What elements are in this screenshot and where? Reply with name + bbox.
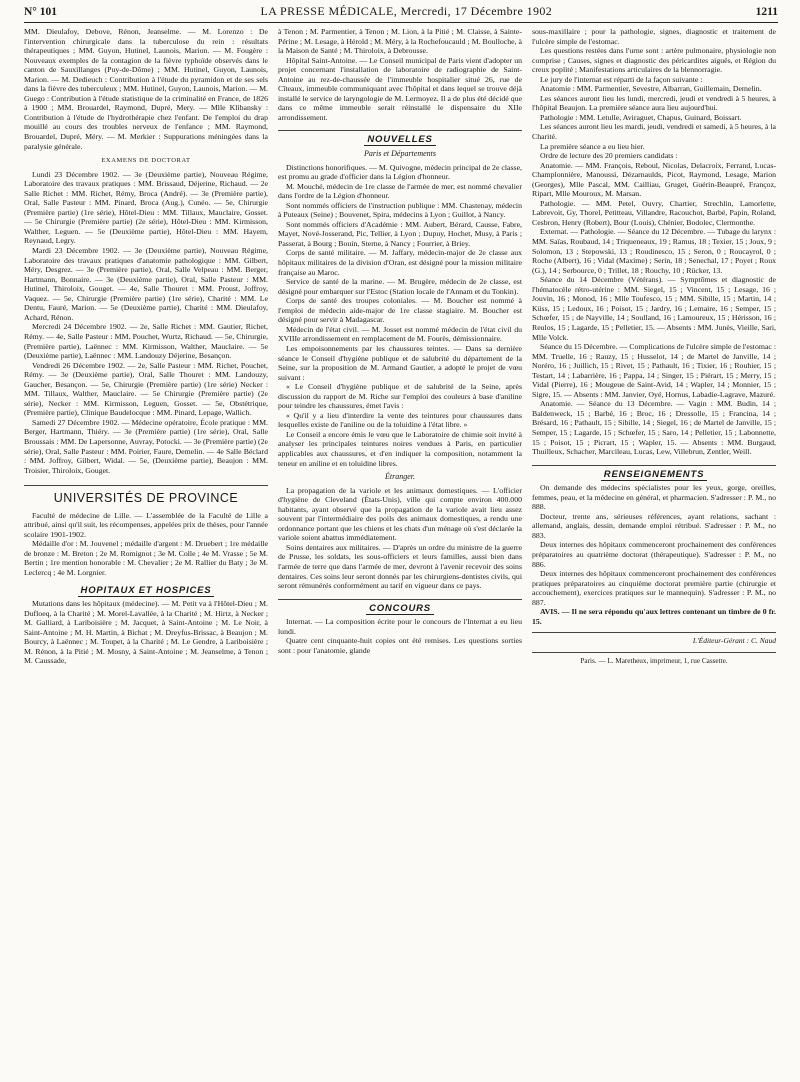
remaining-questions: Les questions restées dans l'urne sont : artère pulmonaire, physiologie non comprise ; Causes, signes et diagnostic des péricardites aiguës, et Région du creux poplité ; Manifestations articulaires de la blennorragie. bbox=[532, 46, 776, 75]
page-header bbox=[24, 4, 778, 22]
printer-credit: Paris. — L. Maretheux, imprimeur, 1, rue Cassette. bbox=[532, 652, 776, 667]
avis-notice: AVIS. — Il ne sera répondu qu'aux lettres contenant un timbre de 0 fr. 15. bbox=[532, 607, 776, 626]
concours-heading-text: CONCOURS bbox=[366, 603, 434, 615]
journal-title: LA PRESSE MÉDICALE, Mercredi, 17 Décembre 1902 bbox=[260, 4, 553, 18]
exam-heading: EXAMENS DE DOCTORAT bbox=[101, 157, 191, 165]
exam-tuesday: Mardi 23 Décembre 1902. — 3e (Deuxième partie), Nouveau Régime, Laboratoire des travaux pratiques d'anatomie pathologique : MM. Gilbert, Méry, Desgrez. — 3e (Première partie), Oral, Salle Velpeau : MM. Berger, Hartmann, Bonnaire. — 3e (Deuxième partie), Oral, Salle Pasteur : MM. Hutinel, Thiroloix, Gouget. — 4e, Salle Thouret : MM. Proust, Joffroy, Vaquez. — 5e, Chirurgie (Première partie) (1re série), Charité : MM. Le Dentu, Fauré, Marion. — 5e (Deuxième partie), Charité : MM. Dieulafoy, Achard, Rénon. bbox=[24, 246, 268, 322]
military-dental: Soins dentaires aux militaires. — D'après un ordre du ministre de la guerre de Prusse, les soldats, les sous-officiers et leurs familles, aussi bien dans l'armée de terre que dans l'armée de mer, devront à l'avenir recevoir des soins dentaires. Ces soins leur seront donnés par les chirurgiens-dentistes civils, qui seront rémunérés conformément au tarif en vigueur dans ce pays. bbox=[278, 542, 522, 591]
lille-faculty: Faculté de médecine de Lille. — L'assemblée de la Faculté de Lille a attribué, ainsi qu'il suit, les récompenses, appelées prix de thèses, pour l'année scolaire 1901-1902. bbox=[24, 510, 268, 539]
reading-order: Ordre de lecture des 20 premiers candidats : bbox=[540, 151, 678, 161]
pathology-candidates: Pathologie. — MM. Petel, Ouvry, Chartier, Strechlin, Lamorlette, Labrevoit, Gy, Thorel, Petitteau, Villandre, Racouchot, Barbé, Papin, Roland, Cesbron, Henry (Robert), Bour (Louis), Chénier, Bodolec, Clermonthe. bbox=[532, 198, 776, 227]
column-2 bbox=[278, 27, 522, 666]
ad-doctor: Docteur, trente ans, sérieuses références, ayant relations, sachant : allemand, anglais, dessin, demande emploi rétribué. S'adresser : P. M., no 883. bbox=[532, 511, 776, 540]
ad-specialists: On demande des médecins spécialistes pour les yeux, gorge, oreilles, femmes, peau, et la médecine en général, et pharmacien. S'adresser : P. M., no 888. bbox=[532, 483, 776, 512]
column-1 bbox=[24, 27, 268, 666]
info-heading-text: RENSEIGNEMENTS bbox=[601, 469, 707, 481]
colonial-troops: Corps de santé des troupes coloniales. — M. Boucher est nommé à l'emploi de médecin aide-major de 1re classe stagiaire. M. Boucher est désigné pour servir à Madagascar. bbox=[278, 296, 522, 325]
hospitals-heading-text: HOPITAUX ET HOSPICES bbox=[78, 585, 215, 597]
thesis-list: MM. Dieulafoy, Debove, Rénon, Jeanselme. — M. Lorenzo : De l'intervention chirurgicale dans la tuberculose du rein : résultats thérapeutiques ; MM. Guyon, Hutinel, Launois, Marion. — M. Fougère : Nouveaux exemples de la contagion de la fièvre typhoïde observés dans le canton de Sauxillanges (Puy-de-Dôme) ; MM. Hutinel, Guyon, Launois, Marion. — M. Dedieuch : Contribution à l'étude du pyramidon et de ses sels dans la fièvre des tuberculeux ; MM. Hutinel, Guyon, Launois, Marion. — M. Guego : Contribution à l'étude statistique de la criminalité en France, de 1826 à 1900 ; MM. Brouardel, Raymond, Dupré, Mery. — Mlle Klibansky : Contribution à l'étude de l'hydrothérapie chez l'enfant. De l'emploi du drap mouillé au cours des troubles nerveux de l'enfance ; MM. Raymond, Brouardel, Dupré, Méry. — M. Merkier : Suppurations méningées dans la paralysie générale. bbox=[24, 27, 268, 151]
foreign-subheading: Étranger. bbox=[385, 472, 415, 482]
externat-dec12: Externat. — Pathologie. — Séance du 12 Décembre. — Tubage du larynx : MM. Saïas, Roubaud, 14 ; Triqueneaux, 19 ; Ramus, 18 ; Texier, 15 ; Joux, 9 ; Solomon, 13 ; Stepowski, 13 ; Roudinesco, 15 ; Seron, 0 ; Roucayrol, 0 ; Roche (Albert), 16 ; Vidal (Maxime) ; Serin, 18 ; Senechal, 17 ; Poyet ; Roux (G.), 14 ; Serbource, 0 ; Trillet, 18 ; Rouchy, 10 ; Rücker, 13. bbox=[532, 227, 776, 275]
dyed-shoes: Les empoisonnements par les chaussures teintes. — Dans sa dernière séance le Conseil d'hygiène publique et de salubrité du département de la Seine, sur la proposition de M. Armand Gautier, a adopté le projet de vœu suivant : bbox=[278, 343, 522, 382]
lab-analysis: Le Conseil a encore émis le vœu que le Laboratoire de chimie soit invité à analyser les principales teintures noires vendues à Paris, en particulier applicables aux chaussures, et d'en indiquer la composition, notamment la teneur en aniline et en toluidine libres. bbox=[278, 429, 522, 468]
pathology-sessions: Les séances auront lieu les mardi, jeudi, vendredi et samedi, à 5 heures, à la Charité. bbox=[532, 122, 776, 142]
council-opinion: « Le Conseil d'hygiène publique et de salubrité de la Seine, après discussion du rapport de M. Riche sur l'emploi des couleurs à base d'aniline pour teindre les chaussures, émet l'avis : bbox=[278, 382, 522, 411]
concours-heading bbox=[278, 599, 522, 614]
copies: Quatre cent cinquante-huit copies ont été remises. Les questions sorties sont : pour l'anatomie, glande bbox=[278, 636, 522, 655]
lille-awards: Médaille d'or : M. Jouvenel ; médaille d'argent : M. Druebert ; 1re médaille de bronze : M. Breton ; 2e M. Romignot ; 3e M. Colle ; 4e M. Vrasse ; 5e M. Bertin ; 1re mention honorable : M. Chevalier ; 2e M. Rallier du Baty ; 3e M. Leclercq ; 4e M. Lorgnier. bbox=[24, 539, 268, 577]
navy-health: Service de santé de la marine. — M. Brugère, médecin de 2e classe, est désigné pour embarquer sur l'Estoc (Station locale de l'Annam et du Tonkin). bbox=[278, 277, 522, 296]
page-number-left: N° 101 bbox=[24, 6, 58, 18]
honors: Distinctions honorifiques. — M. Quivogne, médecin principal de 2e classe, est promu au grade d'officier dans la Légion d'honneur. bbox=[278, 162, 522, 182]
anatomy-candidates: Anatomie. — MM. François, Reboul, Nicolas, Delacroix, Ferrand, Lucas-Champlonnière, Manoussi, Dézarnaulds, Picot, Raymond, Lesage, Marion (Georges), Mlle Pascal, MM. Cailliau, Gruget, Guérin-Beaupré, Françoz, Ripart, Mlle Mouroux, M. Marsan. bbox=[532, 160, 776, 199]
exam-monday: Lundi 23 Décembre 1902. — 3e (Deuxième partie), Nouveau Régime, Laboratoire des travaux pratiques : MM. Brissaud, Déjerine, Richaud. — 2e Salle Richet : MM. Richet, Rémy, Broca (André). — 3e (Première partie), Oral, Salle Pasteur : MM. Pinard, Broca (Aug.), Cunéo. — 5e, Chirurgie (Première partie) (1re série), Hôtel-Dieu : MM. Tillaux, Mauclaire, Gosset. — 5e Chirurgie (Première partie) (2e série), Hôtel-Dieu : MM. Kirmisson, Walther, Leguen. — 5e (Deuxième partie), Hôtel-Dieu : MM. Hayem, Reynaud, Legry. bbox=[24, 169, 268, 246]
exam-friday: Vendredi 26 Décembre 1902. — 2e, Salle Pasteur : MM. Richet, Pouchet, Rémy. — 3e (Deuxième partie), Oral, Salle Thouret : MM. Landouzy, Gaucher, Besançon. — 5e, Chirurgie (Première partie) (1re série) Necker : MM. Tillaux, Walther, Mauclaire. — 5e Chirurgie (Première partie) (2e série), Necker : MM. Kirmisson, Leguen, Gosset. — 5e, Obstétrique, (Première partie), Clinique Baudelocque : MM. Pinard, Lepage, Wallich. bbox=[24, 360, 268, 418]
column-3 bbox=[532, 27, 776, 666]
header-rule bbox=[24, 22, 778, 23]
saint-antoine: Hôpital Saint-Antoine. — Le Conseil municipal de Paris vient d'adopter un projet concernant l'installation de laboratoire de radiographie de Saint-Antoine au rez-de-chaussée de l'immeuble hospitalier situé 26, rue de Cîteaux, immeuble communiquant avec l'hôpital et dans lequel se trouve déjà installé le service de laryngologie de M. Lermoyez. Il a de plus été décidé que dans ce même immeuble serait réinstallé le dispensaire du XIIe arrondissement. bbox=[278, 55, 522, 122]
military-health: Corps de santé militaire. — M. Jaffary, médecin-major de 2e classe aux hôpitaux militaires de la division d'Oran, est désigné pour la mission militaire française au Maroc. bbox=[278, 248, 522, 277]
civil-status: Médecin de l'état civil. — M. Josset est nommé médecin de l'état civil du XVIIIe arrondissement en remplacement de M. Fourès, démissionnaire. bbox=[278, 324, 522, 344]
ad-internes-5: Deux internes des hôpitaux commenceront prochainement des conférences pratiques préparatoires au cinquième doctorat première partie (chirurgie et accouchement), exercices pratiques sur le mannequin). S'adresser : P. M., no 887. bbox=[532, 569, 776, 607]
aniline-ban: « Qu'il y a lieu d'interdire la vente des teintures pour chaussures dans lesquelles existe de l'aniline ou de la toluidine à l'état libre. » bbox=[278, 410, 522, 430]
news-subheading: Paris et Départements bbox=[364, 149, 436, 159]
internat: Internat. — La composition écrite pour le concours de l'Internat a eu lieu lundi. bbox=[278, 617, 522, 636]
columns bbox=[24, 27, 778, 666]
editor-credit: L'Éditeur-Gérant : C. Naud bbox=[532, 632, 776, 646]
hospitals-heading bbox=[24, 586, 268, 596]
mouche: M. Mouché, médecin de 1re classe de l'armée de mer, est nommé chevalier dans l'ordre de la Légion d'honneur. bbox=[278, 181, 522, 201]
jury-anatomy: Anatomie : MM. Parmentier, Sevestre, Albarran, Guillemain, Demelin. bbox=[540, 84, 762, 94]
universities-heading: UNIVERSITÉS DE PROVINCE bbox=[24, 485, 268, 504]
externat-dec15: Séance du 15 Décembre. — Complications de l'ulcère simple de l'estomac : MM. Truelle, 16 ; Rauzy, 15 ; Husselot, 14 ; de Martel de Janville, 14 ; Noréro, 16 ; Juillich, 15 ; Rivet, 15 ; Pathault, 16 ; Tixier, 16 ; Rouhier, 15 ; Testart, 14 ; Labarrière, 16 ; Pappa, 14 ; Singer, 15 ; Piérart, 15 ; Merry, 15 ; Vidal (Pierre), 16 ; Mougeue de Saint-Avid, 14 ; Wapler, 14 ; Monnier, 15 ; Sigre, 15. — Absents : MM. Janvier, Oyé, Hornus, Labadie-Lagrave, Mazuré. bbox=[532, 342, 776, 399]
ad-internes-4: Deux internes des hôpitaux commenceront prochainement des conférences préparatoires au quatrième doctorat (thérapeutique). S'adresser : P. M., no 886. bbox=[532, 540, 776, 569]
mutations-continued: à Tenon ; M. Parmentier, à Tenon ; M. Lion, à la Pitié ; M. Claisse, à Sainte-Périne ; M. Lesage, à Hérold ; M. Méry, à la Rochefoucauld ; M. Boulloche, à la Maison de Santé ; M. Thiroloix, à Debrousse. bbox=[278, 27, 522, 56]
exam-wednesday: Mercredi 24 Décembre 1902. — 2e, Salle Richet : MM. Gautier, Richet, Rémy. — 4e, Salle Pasteur : MM. Pouchet, Wurtz, Richaud. — 5e, Chirurgie, (Première partie), Laënnec : MM. Kirmisson, Walther, Mauclaire. — 5e (Deuxième partie), Laënnec : MM. Landouzy Déjerine, Besançon. bbox=[24, 322, 268, 361]
jury-pathology: Pathologie : MM. Letulle, Aviraguet, Chapus, Guinard, Boissart. bbox=[540, 112, 742, 122]
public-instruction: Sont nommés officiers de l'instruction publique : MM. Chastenay, médecin à Puteaux (Seine) ; Bouvenet, Spira, médecins à Lyon ; Guillot, à Nancy. bbox=[278, 200, 522, 220]
externat-anatomy: Anatomie. — Séance du 13 Décembre. — Vagin : MM. Budin, 14 ; Baldenweck, 15 ; Barbé, 16 ; Broc, 16 ; Dressolle, 15 ; Francina, 14 ; Brésard, 16 ; Pathault, 15 ; Sibille, 14 ; Siegel, 16 ; de Martel de Janville, 15 ; Semper, 15 ; Lagarde, 15 ; Schœfer, 15 ; Saro, 14 ; Pelletier, 15 ; Labonnette, 15 ; Poisot, 15 ; Picrart, 15 ; Wapler, 15. — Absents : MM. Burgaud, Thuilleux, Schacher, Marcileau, Lucas, Lew, Villebrun, Zentler, Weill. bbox=[532, 399, 776, 457]
news-heading-text: NOUVELLES bbox=[364, 134, 435, 146]
jury-intro: Le jury de l'internat est réparti de la façon suivante : bbox=[540, 74, 703, 84]
hospital-mutations: Mutations dans les hôpitaux (médecine). — M. Petit va à l'Hôtel-Dieu ; M. Dufloeq, à la Charité ; M. Morel-Lavallée, à la Charité ; M. Hirtz, à Necker ; M. Galliard, à Lariboisière ; M. Jacquet, à Saint-Antoine ; M. Le Noir, à Saint-Antoine ; M. H. Martin, à Bichat ; M. Dreyfus-Brissac, à Beaujon ; M. Bourcy, à Laënnec ; M. Toupet, à la Charité ; M. Le Gendre, à Lariboisière ; M. Rénon, à la Pitié ; M. Mosny, à Saint-Antoine ; M. Jeanselme, à Tenon ; M. Caussade, bbox=[24, 599, 268, 666]
page-number-right: 1211 bbox=[755, 6, 778, 18]
smallpox-animals: La propagation de la variole et les animaux domestiques. — L'officier d'hygiène de Cleveland (États-Unis), ville qui compte environ 400.000 habitants, ayant observé que la propagation de la variole avait lieu assez souvent par l'intermédiaire des poils des animaux domestiques, a rendu une ordonnance portant que les chiens et les chats d'un ménage où s'est déclarée la variole soient abattus immédiatement. bbox=[278, 485, 522, 543]
academy-officers: Sont nommés officiers d'Académie : MM. Aubert, Bérard, Causse, Fabre, Mayet, Nové-Josserand, Pic, Tellier, à Lyon ; Dupuy, Hochet, Musy, à Paris ; Passerat, à Bourg ; Bouin, Sterne, à Nancy ; Fourrier, à Briey. bbox=[278, 219, 522, 248]
exam-saturday: Samedi 27 Décembre 1902. — Médecine opératoire, École pratique : MM. Berger, Hartmann, Thiéry. — 3e (Première partie) (1re série), Oral, Salle Broussais : MM. De Lapersonne, Auvray, Potocki. — 3e (Première partie) (2e série), Oral, Salle Pasteur : MM. Poirier, Faure, Demelin. — 4e Salle Béclard : MM. Joffroy, Gilbert, Widal. — 5e, (Deuxième partie), Beaujon : MM. Troisier, Thiroloix, Gouget. bbox=[24, 417, 268, 475]
first-session: La première séance a eu lieu hier. bbox=[540, 141, 645, 151]
anatomy-sessions: Les séances auront lieu les lundi, mercredi, jeudi et vendredi à 5 heures, à l'hôpital Beaujon. La première séance aura lieu aujourd'hui. bbox=[532, 93, 776, 113]
questions-continued: sous-maxillaire ; pour la pathologie, signes, diagnostic et traitement de l'ulcère simple de l'estomac. bbox=[532, 27, 776, 46]
externat-dec14: Séance du 14 Décembre (Vétérans). — Symptômes et diagnostic de l'hématocèle rétro-utérine : MM. Siegel, 15 ; Vincent, 15 ; Lesage, 16 ; Jouvin, 16 ; Monod, 16 ; Mlle Toufesco, 15 ; MM. Sibille, 15 ; Martin, 14 ; Küss, 15 ; Ledoux, 16 ; Poisot, 15 ; Jardry, 16 ; Lemaire, 16 ; Semper, 15 ; Schœfer, 15 ; de Nayville, 14 ; Soulland, 16 ; Lamoureux, 15 ; Hérisson, 16 ; Reulos, 15 ; Lagarde, 15 ; Pelletier, 15. — Absents : MM. Junès, Vieille, Sari, Mlle Volck. bbox=[532, 275, 776, 342]
news-heading bbox=[278, 130, 522, 145]
info-heading bbox=[532, 465, 776, 480]
